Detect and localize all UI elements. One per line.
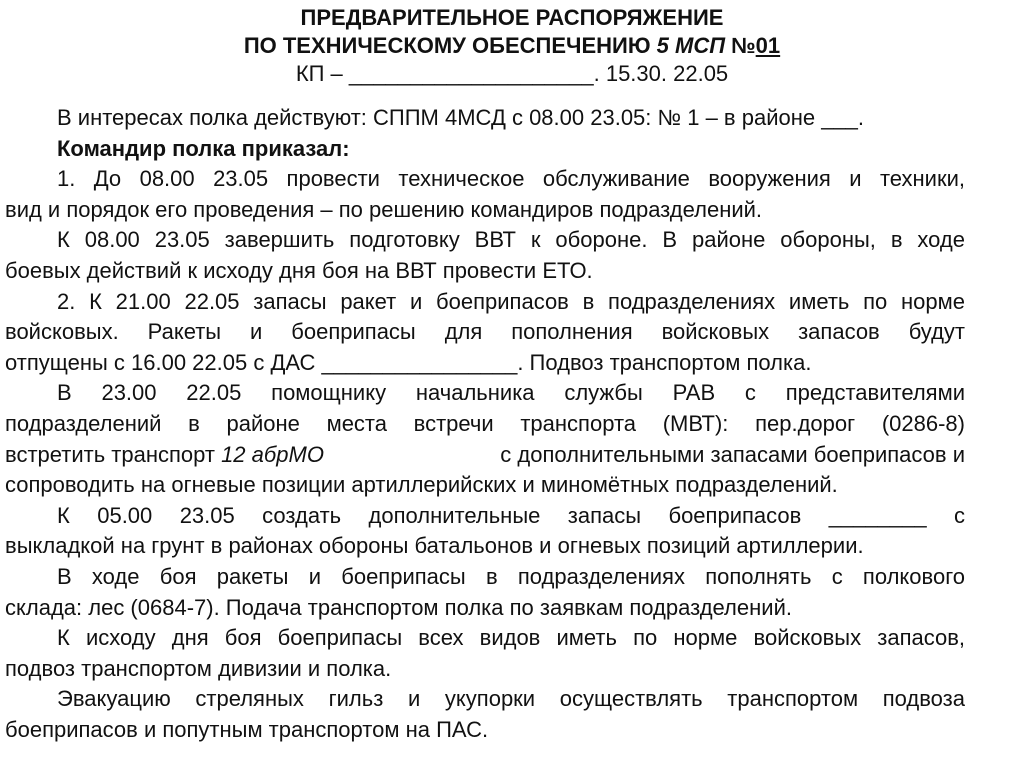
title-prefix: ПО ТЕХНИЧЕСКОМУ ОБЕСПЕЧЕНИЮ bbox=[243, 33, 657, 58]
body-line-13: сопроводить на огневые позиции артиллерийских и миномётных подразделений. bbox=[5, 472, 838, 498]
document-body bbox=[5, 103, 1017, 745]
title-unit: 5 МСП bbox=[656, 33, 726, 58]
body-line-17: склада: лес (0684-7). Подача транспортом полка по заявкам подразделений. bbox=[5, 594, 792, 620]
body-line-8: войсковых. Ракеты и боеприпасы для пополнения войсковых запасов будут bbox=[5, 319, 965, 345]
body-line-2: Командир полка приказал: bbox=[57, 135, 350, 161]
body-line-11: подразделений в районе места встречи транспорта (МВТ): пер.дорог (0286-8) bbox=[5, 410, 965, 436]
body-line-12-part-a: встретить транспорт bbox=[5, 441, 222, 467]
body-line-7: 2. К 21.00 22.05 запасы ракет и боеприпасов в подразделениях иметь по норме bbox=[57, 288, 965, 314]
body-line-12-italic: 12 абрМО bbox=[221, 441, 324, 467]
body-line-12-part-b: с дополнительными запасами боеприпасов и bbox=[500, 441, 965, 467]
body-line-3: 1. До 08.00 23.05 провести техническое обслуживание вооружения и техники, bbox=[57, 166, 965, 192]
body-line-21: боеприпасов и попутным транспортом на ПАС. bbox=[5, 716, 489, 742]
body-line-20: Эвакуацию стреляных гильз и укупорки осуществлять транспортом подвоза bbox=[57, 686, 965, 712]
body-line-1: В интересах полка действуют: СППМ 4МСД с 08.00 23.05: № 1 – в районе ___. bbox=[57, 105, 865, 130]
document-command-post-line: КП – ____________________. 15.30. 22.05 bbox=[295, 61, 729, 86]
body-line-14: К 05.00 23.05 создать дополнительные запасы боеприпасов ________ с bbox=[57, 502, 965, 528]
body-line-10: В 23.00 22.05 помощнику начальника службы РАВ с представителями bbox=[57, 380, 965, 406]
body-line-4: вид и порядок его проведения – по решению командиров подразделений. bbox=[5, 196, 763, 222]
document-title-line-1: ПРЕДВАРИТЕЛЬНОЕ РАСПОРЯЖЕНИЕ bbox=[300, 5, 724, 30]
title-number-sign: № bbox=[725, 33, 756, 58]
body-line-18: К исходу дня боя боеприпасы всех видов иметь по норме войсковых запасов, bbox=[57, 625, 965, 651]
body-line-16: В ходе боя ракеты и боеприпасы в подразделениях пополнять с полкового bbox=[57, 563, 965, 589]
document-title-line-2 bbox=[0, 32, 1024, 60]
body-line-12 bbox=[5, 440, 965, 471]
body-line-9: отпущены с 16.00 22.05 с ДАС ________________. Подвоз транспортом полка. bbox=[5, 349, 812, 375]
body-line-6: боевых действий к исходу дня боя на ВВТ провести ЕТО. bbox=[5, 257, 593, 283]
title-number: 01 bbox=[755, 33, 781, 58]
body-line-15: выкладкой на грунт в районах обороны батальонов и огневых позиций артиллерии. bbox=[5, 533, 864, 559]
body-line-5: К 08.00 23.05 завершить подготовку ВВТ к обороне. В районе обороны, в ходе bbox=[57, 227, 965, 253]
body-line-19: подвоз транспортом дивизии и полка. bbox=[5, 655, 392, 681]
body-line-12-start bbox=[5, 440, 324, 471]
